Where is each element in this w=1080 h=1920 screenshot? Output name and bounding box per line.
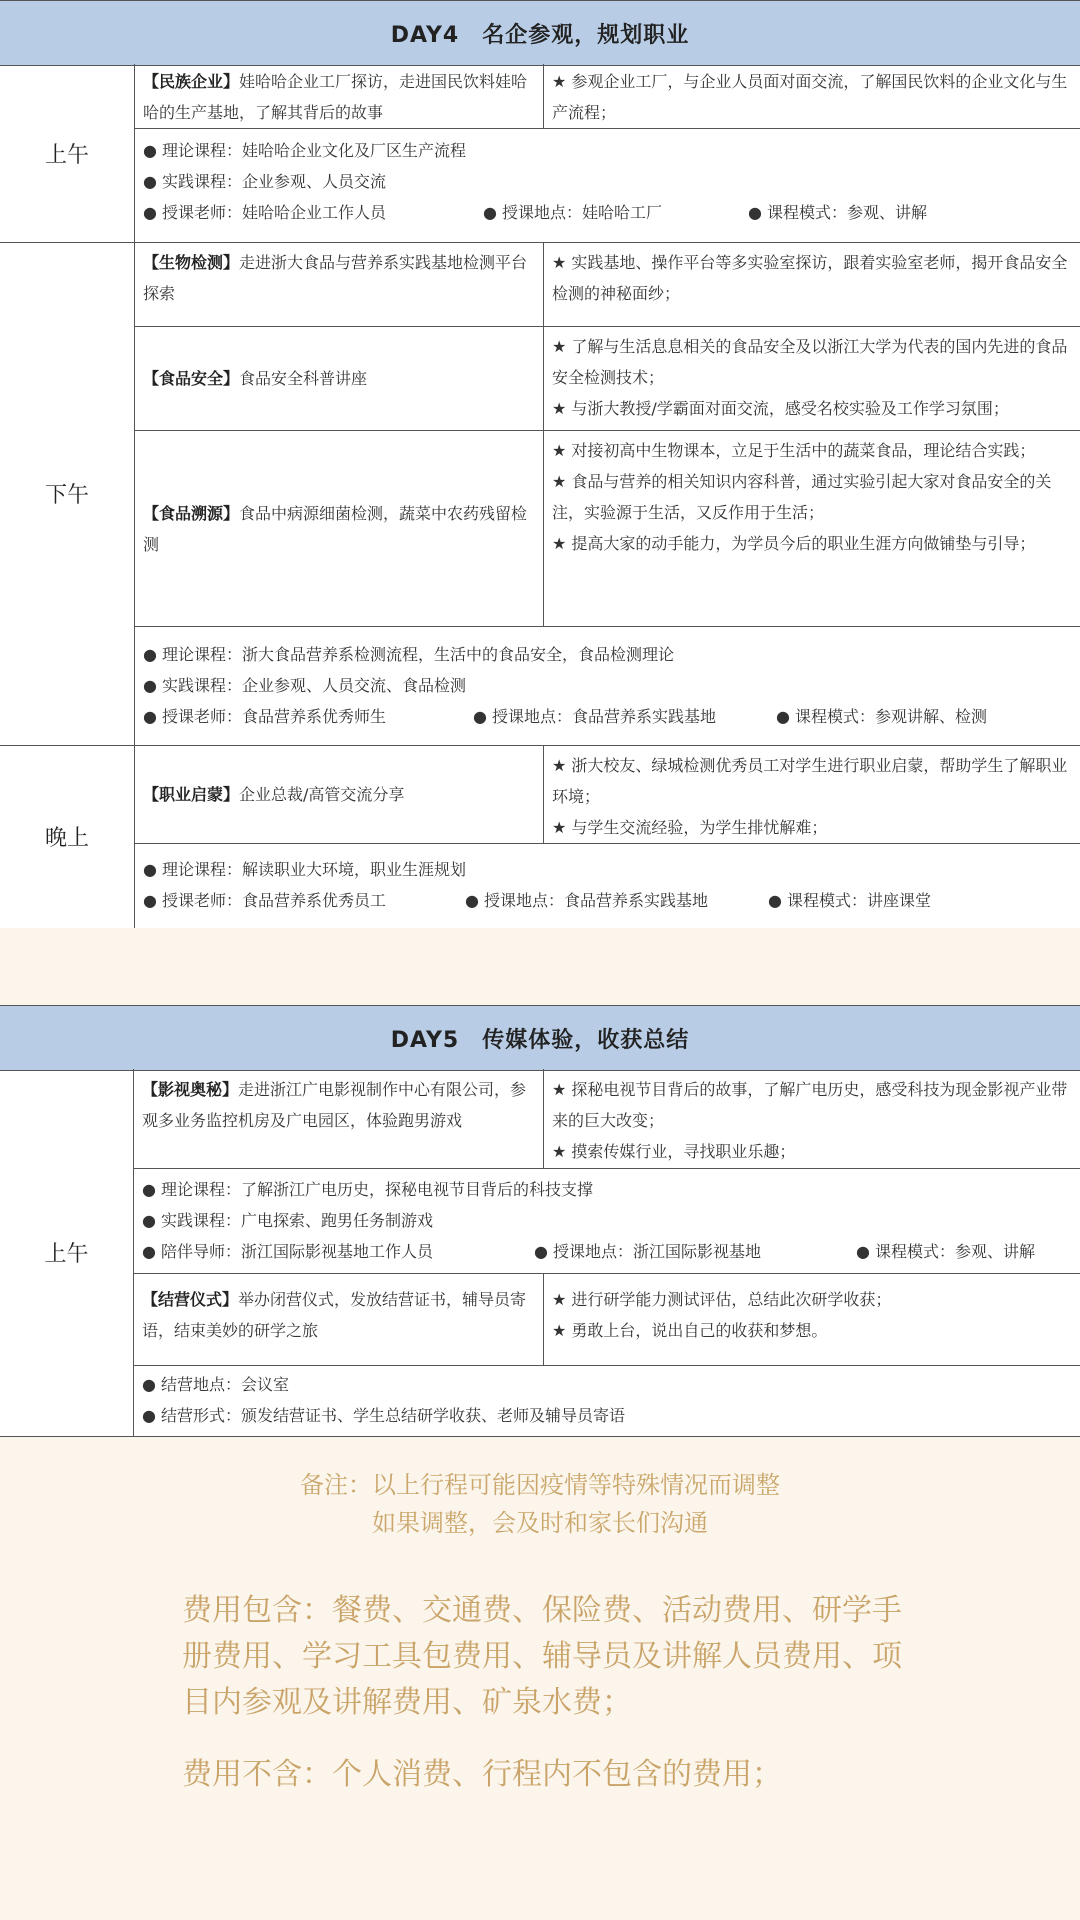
period-morning-label: 上午 [44,1242,89,1267]
activity-text: 走进浙大食品与营养系实践基地检测平台探索 [143,253,528,303]
course-info-cell [135,129,1080,242]
activity-text: 企业总裁/高管交流分享 [239,785,405,804]
period-morning-label: 上午 [44,142,89,168]
activity-tag: 【影视奥秘】 [142,1080,239,1099]
goal-text: ★ 摸索传媒行业，寻找职业乐趣； [552,1142,796,1161]
goal-text: ★ 勇敢上台，说出自己的收获和梦想。 [552,1321,828,1340]
fees-included: 费用包含：餐费、交通费、保险费、活动费用、研学手册费用、学习工具包费用、辅导员及讲解人员费用、项目内参观及讲解费用、矿泉水费； [182,1593,902,1720]
course-info-cell [134,1169,1080,1273]
note-line: 如果调整，会及时和家长们沟通 [372,1509,708,1537]
activity-tag: 【民族企业】 [143,72,240,91]
goal-text: ★ 实践基地、操作平台等多实验室探访，跟着实验室老师，揭开食品安全检测的神秘面纱； [552,253,1068,303]
closing-line: ● 结营形式：颁发结营证书、学生总结研学收获、老师及辅导员寄语 [142,1406,626,1425]
activity-cell [135,746,543,843]
course-line: ● 实践课程：企业参观、人员交流、食品检测 [143,676,467,695]
activity-tag: 【职业启蒙】 [143,785,240,804]
goals-cell [544,1274,1080,1365]
activity-text: 走进浙江广电影视制作中心有限公司，参观多业务监控机房及广电园区，体验跑男游戏 [142,1080,527,1130]
goals-cell [544,1070,1080,1168]
goal-text: ★ 进行研学能力测试评估，总结此次研学收获； [552,1290,892,1309]
course-info-cell [135,844,1080,928]
location-info: ● 授课地点：食品营养系实践基地 [465,891,709,910]
goal-text: ★ 参观企业工厂，与企业人员面对面交流，了解国民饮料的企业文化与生产流程； [552,72,1068,122]
period-evening-label: 晚上 [44,826,89,851]
teacher-info: ● 授课老师：娃哈哈企业工作人员 [143,203,387,222]
goal-text: ★ 对接初高中生物课本，立足于生活中的蔬菜食品，理论结合实践； [552,441,1036,460]
activity-text: 食品安全科普讲座 [239,369,368,388]
activity-text: 食品中病源细菌检测，蔬菜中农药残留检测 [143,503,528,554]
period-afternoon-label: 下午 [44,483,89,508]
teacher-info: ● 授课老师：食品营养系优秀师生 [143,707,387,726]
goals-cell [544,243,1080,326]
course-line: ● 理论课程：解读职业大环境，职业生涯规划 [143,860,467,879]
activity-tag: 【结营仪式】 [142,1290,239,1309]
goal-text: ★ 了解与生活息息相关的食品安全及以浙江大学为代表的国内先进的食品安全检测技术； [552,337,1068,387]
course-info-cell [135,627,1080,745]
day5-table [0,1005,1080,1437]
goals-cell [544,64,1080,128]
activity-text: 娃哈哈企业工厂探访，走进国民饮料娃哈哈的生产基地，了解其背后的故事 [143,72,528,122]
activity-tag: 【食品安全】 [143,369,240,388]
mode-info: ● 课程模式：讲座课堂 [768,891,932,910]
mentor-info: ● 陪伴导师：浙江国际影视基地工作人员 [142,1242,434,1261]
activity-cell [135,431,543,626]
activity-cell [135,243,543,326]
course-inline-row [143,885,1072,916]
activity-cell [134,1070,543,1168]
course-inline-row [143,197,1072,228]
note-line: 备注：以上行程可能因疫情等特殊情况而调整 [300,1471,780,1499]
goals-cell [544,431,1080,626]
location-info: ● 授课地点：食品营养系实践基地 [473,707,717,726]
course-inline-row [142,1236,1072,1267]
mode-info: ● 课程模式：参观、讲解 [856,1242,1036,1261]
activity-cell [134,1274,543,1365]
activity-text: 举办闭营仪式，发放结营证书，辅导员寄语，结束美妙的研学之旅 [142,1290,527,1340]
goal-text: ★ 与浙大教授/学霸面对面交流，感受名校实验及工作学习氛围； [552,399,1009,418]
course-line: ● 实践课程：广电探索、跑男任务制游戏 [142,1211,434,1230]
goal-text: ★ 探秘电视节目背后的故事，了解广电历史，感受科技为现金影视产业带来的巨大改变； [552,1080,1068,1130]
day5-title: DAY5 传媒体验，收获总结 [0,1005,1080,1071]
day4-table [0,0,1080,928]
activity-cell [135,327,543,430]
goal-text: ★ 与学生交流经验，为学生排忧解难； [552,818,828,837]
goal-text: ★ 提高大家的动手能力，为学员今后的职业生涯方向做铺垫与引导； [552,534,1036,553]
goals-cell [544,327,1080,430]
course-line: ● 实践课程：企业参观、人员交流 [143,172,387,191]
fees-excluded: 费用不含：个人消费、行程内不包含的费用； [182,1757,782,1792]
teacher-info: ● 授课老师：食品营养系优秀员工 [143,891,387,910]
mode-info: ● 课程模式：参观讲解、检测 [776,707,988,726]
activity-cell [135,64,543,128]
course-line: ● 理论课程：了解浙江广电历史，探秘电视节目背后的科技支撑 [142,1180,594,1199]
day4-title: DAY4 名企参观，规划职业 [0,0,1080,66]
goal-text: ★ 食品与营养的相关知识内容科普，通过实验引起大家对食品安全的关注，实验源于生活，又反作用于生活； [552,472,1052,522]
activity-tag: 【食品溯源】 [143,503,240,523]
location-info: ● 授课地点：娃哈哈工厂 [483,203,663,222]
closing-info-cell [134,1366,1080,1436]
activity-tag: 【生物检测】 [143,253,240,272]
course-line: ● 理论课程：浙大食品营养系检测流程，生活中的食品安全，食品检测理论 [143,645,675,664]
goals-cell [544,746,1080,843]
mode-info: ● 课程模式：参观、讲解 [748,203,928,222]
course-line: ● 理论课程：娃哈哈企业文化及厂区生产流程 [143,141,467,160]
course-inline-row [143,701,1072,732]
location-info: ● 授课地点：浙江国际影视基地 [534,1242,762,1261]
goal-text: ★ 浙大校友、绿城检测优秀员工对学生进行职业启蒙，帮助学生了解职业环境； [552,756,1068,806]
closing-line: ● 结营地点：会议室 [142,1375,290,1394]
